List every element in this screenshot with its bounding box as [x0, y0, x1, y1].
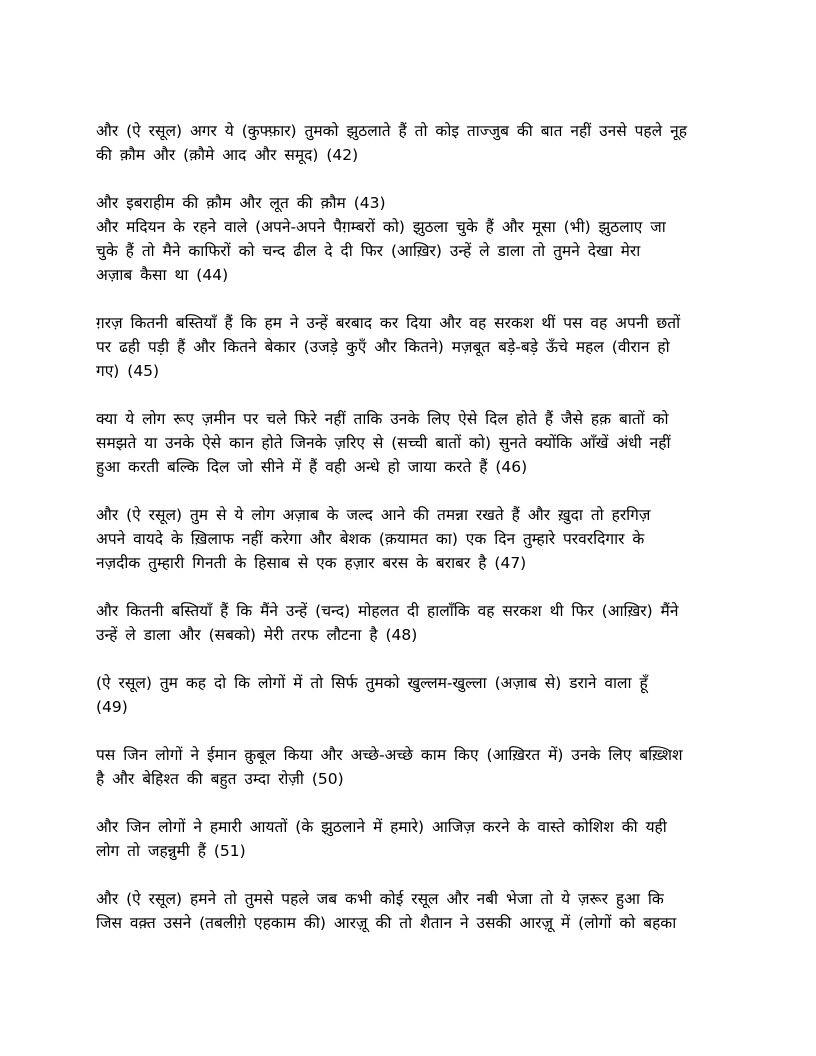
verse-paragraph: [96, 119, 720, 167]
text-line: लोग तो जहन्नुमी हैं (51): [96, 842, 246, 860]
text-line: की क़ौम और (क़ौमे आद और समूद) (42): [96, 146, 359, 164]
verse-paragraph: [96, 599, 720, 647]
verse-paragraph: [96, 815, 720, 863]
text-line: और (ऐ रसूल) हमने तो तुमसे पहले जब कभी कोई रसूल और नबी भेजा तो ये ज़रूर हुआ कि: [96, 890, 664, 908]
text-line: नज़दीक तुम्हारी गिनती के हिसाब से एक हज़ार बरस के बराबर है (47): [96, 554, 527, 572]
text-line: जिस वक़्त उसने (तबलीग़े एहकाम की) आरज़ू की तो शैतान ने उसकी आरज़ू में (लोगों को बहका: [96, 914, 677, 932]
text-line: उन्हें ले डाला और (सबको) मेरी तरफ लौटना है (48): [96, 626, 418, 644]
verse-paragraph: [96, 887, 720, 935]
text-line: पर ढही पड़ी हैं और कितने बेकार (उजड़े कुएँ और कितने) मज़बूत बड़े-बड़े ऊँचे महल (वीरान हो: [96, 338, 670, 356]
text-line: ग़रज़ कितनी बस्तियाँ हैं कि हम ने उन्हें बरबाद कर दिया और वह सरकश थीं पस वह अपनी छतों: [96, 314, 681, 332]
text-line: पस जिन लोगों ने ईमान क़ुबूल किया और अच्छे-अच्छे काम किए (आख़िरत में) उनके लिए बख़्शिश: [96, 746, 683, 764]
verse-paragraph: [96, 191, 720, 287]
text-line: (49): [96, 698, 128, 716]
text-line: है और बेहिश्त की बहुत उम्दा रोज़ी (50): [96, 770, 344, 788]
text-line: क्या ये लोग रूए ज़मीन पर चले फिरे नहीं ताकि उनके लिए ऐसे दिल होते हैं जैसे हक़ बातों को: [96, 410, 669, 428]
text-line: अज़ाब कैसा था (44): [96, 266, 229, 284]
text-line: और (ऐ रसूल) अगर ये (कुफ्फ़ार) तुमको झुठलाते हैं तो कोइ ताज्जुब की बात नहीं उनसे पहले नूह: [96, 122, 687, 140]
text-line: और जिन लोगों ने हमारी आयतों (के झुठलाने में हमारे) आजिज़ करने के वास्ते कोशिश की यही: [96, 818, 667, 836]
verse-paragraph: [96, 671, 720, 719]
text-line: और (ऐ रसूल) तुम से ये लोग अज़ाब के जल्द आने की तमन्ना रखते हैं और ख़ुदा तो हरगिज़: [96, 506, 651, 524]
verse-paragraph: [96, 407, 720, 479]
text-line: और इबराहीम की क़ौम और लूत की क़ौम (43): [96, 194, 386, 212]
verse-paragraph: [96, 311, 720, 383]
text-line: गए) (45): [96, 362, 160, 380]
text-line: और मदियन के रहने वाले (अपने-अपने पैग़म्बरों को) झुठला चुके हैं और मूसा (भी) झुठलाए जा: [96, 218, 666, 236]
verse-paragraph: [96, 743, 720, 791]
verse-paragraph: [96, 503, 720, 575]
text-line: समझते या उनके ऐसे कान होते जिनके ज़रिए से (सच्ची बातों को) सुनते क्योंकि आँखें अंधी नहीं: [96, 434, 671, 452]
text-line: और कितनी बस्तियाँ हैं कि मैंने उन्हें (चन्द) मोहलत दी हालाँकि वह सरकश थी फिर (आख़िर) मैंने: [96, 602, 679, 620]
document-page: [96, 113, 720, 959]
text-line: (ऐ रसूल) तुम कह दो कि लोगों में तो सिर्फ तुमको खुल्लम-खुल्ला (अज़ाब से) डराने वाला हूँ: [96, 674, 648, 692]
text-line: हुआ करती बल्कि दिल जो सीने में हैं वही अन्धे हो जाया करते हैं (46): [96, 458, 528, 476]
text-line: अपने वायदे के ख़िलाफ नहीं करेगा और बेशक (क़यामत का) एक दिन तुम्हारे परवरदिगार के: [96, 530, 645, 548]
text-line: चुके हैं तो मैने काफिरों को चन्द ढील दे दी फिर (आख़िर) उन्हें ले डाला तो तुमने देखा मेरा: [96, 242, 641, 260]
